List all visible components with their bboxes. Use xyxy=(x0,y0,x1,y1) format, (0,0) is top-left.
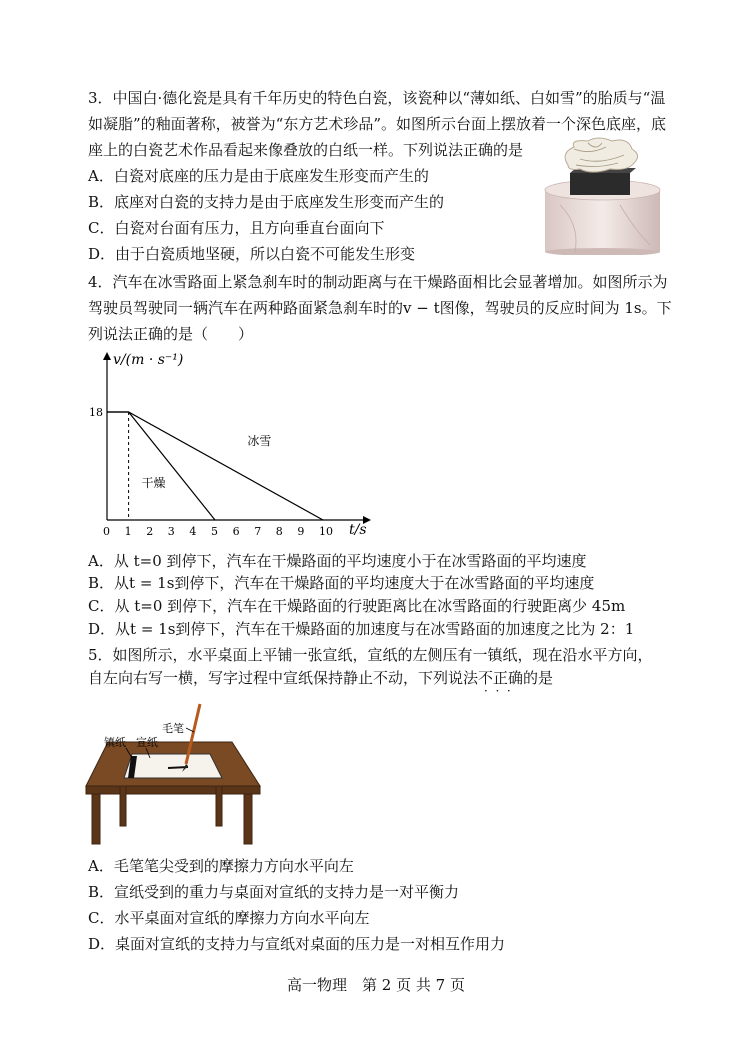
x-tick-label: 0 xyxy=(103,525,110,538)
q4-stem-line-2: 驾驶员驾驶同一辆汽车在两种路面紧急刹车时的v − t图像，驾驶员的反应时间为 1s。下 xyxy=(88,299,672,317)
paper-label: 宣纸 xyxy=(136,736,158,749)
y-axis-arrow xyxy=(103,352,111,360)
x-tick-label: 5 xyxy=(211,525,218,538)
y-axis-label: v/(m · s⁻¹) xyxy=(113,352,184,368)
q3-option-b: B．底座对白瓷的支持力是由于底座发生形变而产生的 xyxy=(88,193,445,211)
q5-stem-line-2: 自左向右写一横，写字过程中宣纸保持静止不动，下列说法不正确的是 xyxy=(88,669,554,687)
x-tick-label: 1 xyxy=(124,525,132,538)
q5-option-d: D．桌面对宣纸的支持力与宣纸对桌面的压力是一对相互作用力 xyxy=(88,935,506,953)
series-line-2 xyxy=(107,412,215,520)
q4-option-a: A．从 t=0 到停下，汽车在干燥路面的平均速度小于在冰雪路面的平均速度 xyxy=(88,552,587,570)
x-tick-label: 2 xyxy=(146,525,154,538)
q4-stem-line-3: 列说法正确的是（ ） xyxy=(88,325,254,343)
brush-label: 毛笔 xyxy=(162,722,184,735)
q4-option-d: D．从t = 1s到停下，汽车在干燥路面的加速度与在冰雪路面的加速度之比为 2：1 xyxy=(88,620,635,638)
x-tick-label: 10 xyxy=(319,525,333,538)
emphasis-dots: · · · xyxy=(484,684,511,698)
series-line-1 xyxy=(107,412,323,520)
x-tick-label: 9 xyxy=(297,525,305,538)
q3-option-d: D．由于白瓷质地坚硬，所以白瓷不可能发生形变 xyxy=(88,245,416,263)
weight-label: 镇纸 xyxy=(104,736,126,749)
x-tick-label: 7 xyxy=(254,525,262,538)
desk-calligraphy-figure xyxy=(84,700,264,850)
q3-stem-line-2: 如凝脂”的釉面著称，被誉为“东方艺术珍品”。如图所示台面上摆放着一个深色底座，底 xyxy=(88,115,667,133)
q5-stem-line-1: 5．如图所示，水平桌面上平铺一张宣纸，宣纸的左侧压有一镇纸，现在沿水平方向， xyxy=(88,646,653,664)
x-tick-label: 8 xyxy=(275,525,283,538)
series-label-2: 干燥 xyxy=(141,476,166,490)
q4-option-b: B．从t = 1s到停下，汽车在干燥路面的平均速度大于在冰雪路面的平均速度 xyxy=(88,574,595,592)
page-footer: 高一物理 第 2 页 共 7 页 xyxy=(287,976,465,994)
x-tick-label: 3 xyxy=(167,525,175,538)
q5-option-a: A．毛笔笔尖受到的摩擦力方向水平向左 xyxy=(88,857,354,875)
porcelain-on-pedestal-figure xyxy=(540,135,665,255)
q3-stem-line-3: 座上的白瓷艺术作品看起来像叠放的白纸一样。下列说法正确的是 xyxy=(88,141,524,159)
q5-option-b: B．宣纸受到的重力与桌面对宣纸的支持力是一对平衡力 xyxy=(88,883,460,901)
q3-option-a: A．白瓷对底座的压力是由于底座发生形变而产生的 xyxy=(88,167,429,185)
x-axis-label: t/s xyxy=(349,522,367,538)
x-tick-label: 4 xyxy=(189,525,197,538)
vt-graph xyxy=(85,348,385,548)
series-label-1: 冰雪 xyxy=(247,434,272,448)
q4-option-c: C．从 t=0 到停下，汽车在干燥路面的行驶距离比在冰雪路面的行驶距离少 45m xyxy=(88,597,626,615)
q5-option-c: C．水平桌面对宣纸的摩擦力方向水平向左 xyxy=(88,909,370,927)
x-tick-label: 6 xyxy=(232,525,240,538)
q3-option-c: C．白瓷对台面有压力，且方向垂直台面向下 xyxy=(88,219,385,237)
y-tick-label: 18 xyxy=(89,406,103,419)
q4-stem-line-1: 4．汽车在冰雪路面上紧急刹车时的制动距离与在干燥路面相比会显著增加。如图所示为 xyxy=(88,273,668,291)
q3-stem-line-1: 3．中国白·德化瓷是具有千年历史的特色白瓷，该瓷种以“薄如纸、白如雪”的胎质与“温 xyxy=(88,89,666,107)
